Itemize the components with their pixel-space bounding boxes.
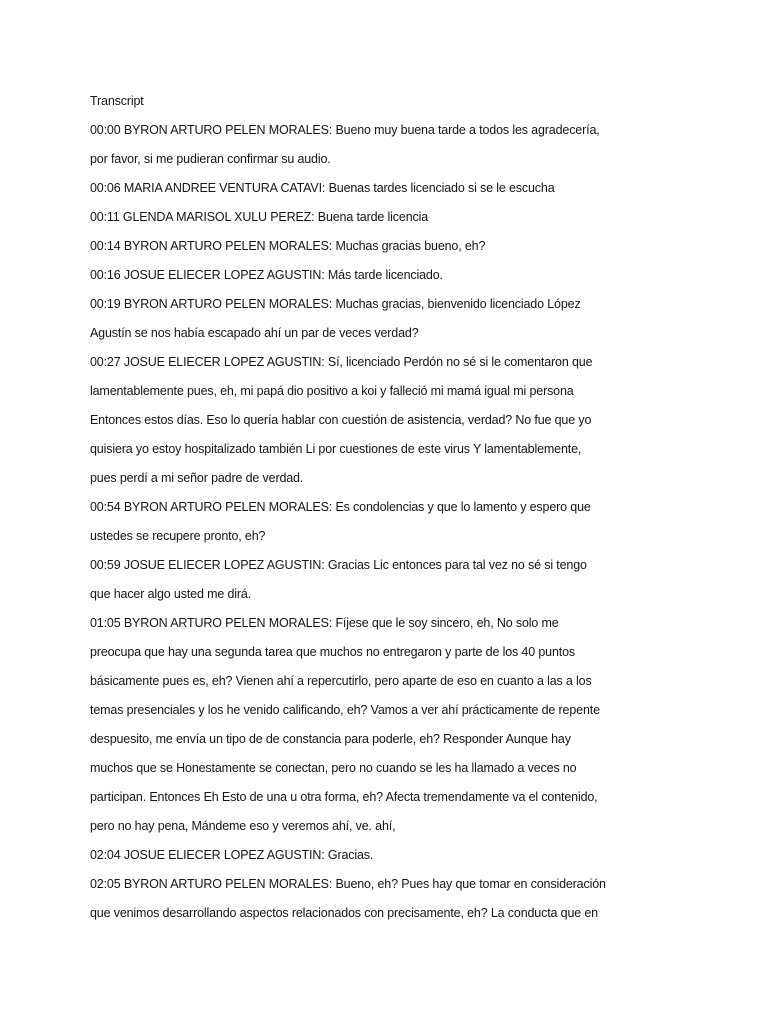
document-title: Transcript <box>90 94 144 108</box>
transcript-line: que venimos desarrollando aspectos relacionados con precisamente, eh? La conducta que en <box>90 906 598 920</box>
transcript-line: quisiera yo estoy hospitalizado también Li por cuestiones de este virus Y lamentablemente, <box>90 442 582 456</box>
transcript-line: 00:14 BYRON ARTURO PELEN MORALES: Muchas gracias bueno, eh? <box>90 239 486 253</box>
transcript-line: por favor, si me pudieran confirmar su audio. <box>90 152 331 166</box>
transcript-line: 00:16 JOSUE ELIECER LOPEZ AGUSTIN: Más tarde licenciado. <box>90 268 443 282</box>
transcript-line: lamentablemente pues, eh, mi papá dio positivo a koi y falleció mi mamá igual mi persona <box>90 384 574 398</box>
transcript-line: 01:05 BYRON ARTURO PELEN MORALES: Fíjese que le soy sincero, eh, No solo me <box>90 616 559 630</box>
transcript-body <box>90 89 730 930</box>
transcript-line: despuesito, me envía un tipo de de constancia para poderle, eh? Responder Aunque hay <box>90 732 571 746</box>
transcript-line: 00:06 MARIA ANDREE VENTURA CATAVI: Buenas tardes licenciado si se le escucha <box>90 181 555 195</box>
transcript-line: 02:04 JOSUE ELIECER LOPEZ AGUSTIN: Gracias. <box>90 848 374 862</box>
transcript-line: Agustín se nos había escapado ahí un par de veces verdad? <box>90 326 419 340</box>
transcript-line: Entonces estos días. Eso lo quería hablar con cuestión de asistencia, verdad? No fue que yo <box>90 413 592 427</box>
transcript-line: 00:00 BYRON ARTURO PELEN MORALES: Bueno muy buena tarde a todos les agradecería, <box>90 123 600 137</box>
transcript-line: pues perdí a mi señor padre de verdad. <box>90 471 304 485</box>
transcript-line: 00:19 BYRON ARTURO PELEN MORALES: Muchas gracias, bienvenido licenciado López <box>90 297 581 311</box>
transcript-line: muchos que se Honestamente se conectan, pero no cuando se les ha llamado a veces no <box>90 761 577 775</box>
transcript-line: básicamente pues es, eh? Vienen ahí a repercutirlo, pero aparte de eso en cuanto a las a los <box>90 674 592 688</box>
transcript-line: preocupa que hay una segunda tarea que muchos no entregaron y parte de los 40 puntos <box>90 645 575 659</box>
transcript-line: 02:05 BYRON ARTURO PELEN MORALES: Bueno, eh? Pues hay que tomar en consideración <box>90 877 606 891</box>
transcript-line: ustedes se recupere pronto, eh? <box>90 529 266 543</box>
transcript-line: 00:59 JOSUE ELIECER LOPEZ AGUSTIN: Gracias Lic entonces para tal vez no sé si tengo <box>90 558 587 572</box>
transcript-line: 00:54 BYRON ARTURO PELEN MORALES: Es condolencias y que lo lamento y espero que <box>90 500 591 514</box>
transcript-line: temas presenciales y los he venido calificando, eh? Vamos a ver ahí prácticamente de repente <box>90 703 600 717</box>
transcript-line: 00:11 GLENDA MARISOL XULU PEREZ: Buena tarde licencia <box>90 210 429 224</box>
transcript-line: pero no hay pena, Mándeme eso y veremos ahí, ve. ahí, <box>90 819 396 833</box>
transcript-line: participan. Entonces Eh Esto de una u otra forma, eh? Afecta tremendamente va el contenido, <box>90 790 598 804</box>
transcript-line: 00:27 JOSUE ELIECER LOPEZ AGUSTIN: Sí, licenciado Perdón no sé si le comentaron que <box>90 355 593 369</box>
transcript-line: que hacer algo usted me dirá. <box>90 587 252 601</box>
